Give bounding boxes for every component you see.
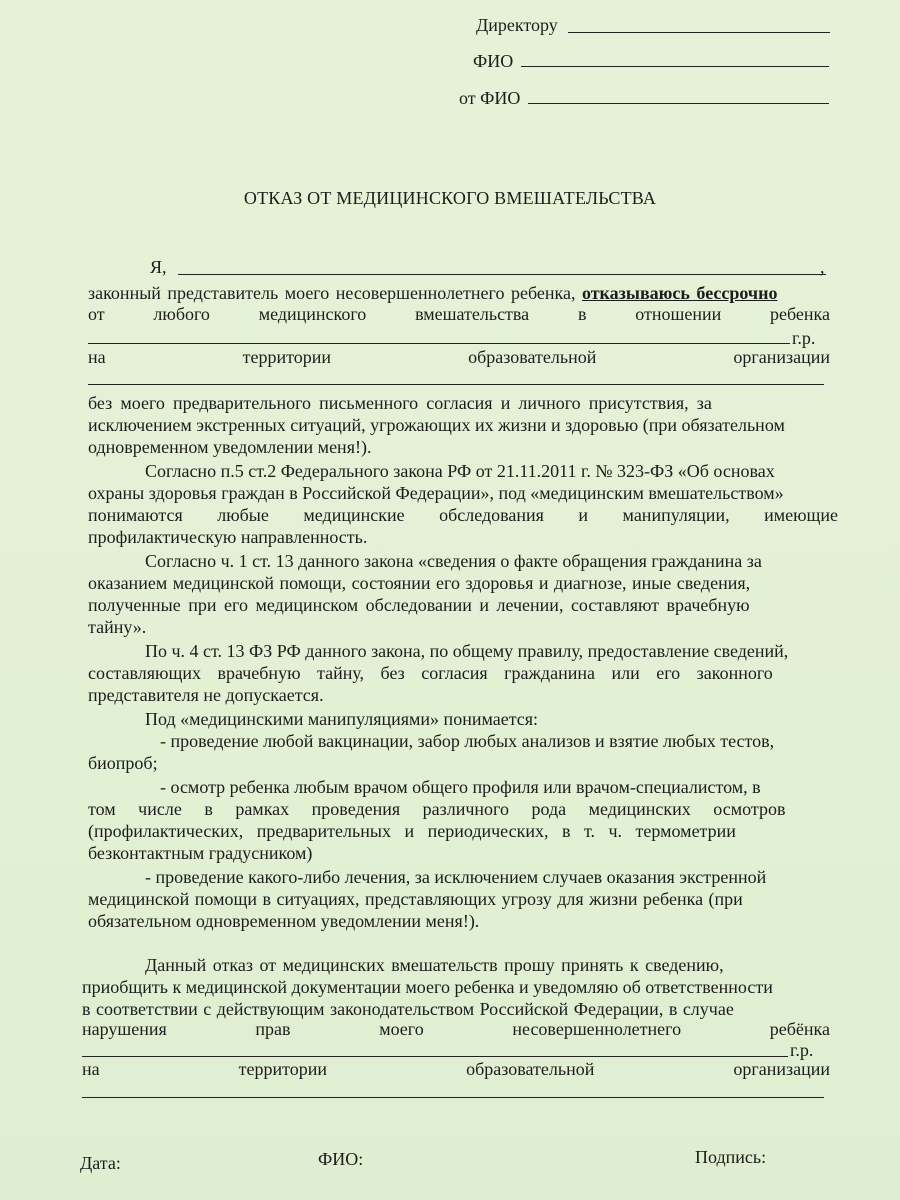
- word: в: [577, 304, 587, 324]
- p5-child-name-line: [82, 1056, 788, 1057]
- p5-line-3: в соответствии с действующим законодательством Российской Федерации, в случае: [82, 999, 734, 1019]
- p4-line-2: - проведение любой вакцинации, забор любых анализов и взятие любых тестов,: [160, 731, 775, 751]
- footer-fio-label: ФИО:: [318, 1149, 364, 1169]
- word: медицинского: [258, 304, 367, 324]
- birth-year-label: г.р.: [792, 328, 816, 348]
- from-fio-line: [528, 103, 829, 104]
- word: нарушения: [82, 1019, 167, 1039]
- p5-line-6: [82, 1058, 830, 1080]
- p5-line-2: приобщить к медицинской документации моего ребенка и уведомляю об ответственности: [82, 977, 773, 997]
- organization-line: [88, 384, 824, 385]
- p4-line-4: - осмотр ребенка любым врачом общего профиля или врачом-специалистом, в: [160, 777, 761, 797]
- word: ребёнка: [769, 1019, 830, 1039]
- p4-line-3: биопроб;: [88, 753, 158, 773]
- p4-line-1: Под «медицинскими манипуляциями» понимается:: [145, 709, 539, 729]
- word: территории: [242, 347, 332, 367]
- child-name-line: [88, 343, 790, 344]
- p2-line-1: Согласно ч. 1 ст. 13 данного закона «сведения о факте обращения гражданина за: [145, 551, 762, 571]
- word: моего: [379, 1019, 424, 1039]
- fio-line: [521, 66, 829, 67]
- p4-line-8: - проведение какого-либо лечения, за исключением случаев оказания экстренной: [145, 867, 767, 887]
- word: образовательной: [468, 347, 597, 367]
- p1-line-2: охраны здоровья граждан в Российской Федерации», под «медицинским вмешательством»: [88, 483, 784, 503]
- p4-line-9: медицинской помощи в ситуациях, представляющих угрозу для жизни ребенка (при: [88, 889, 743, 909]
- intro-line-7: без моего предварительного письменного согласия и личного присутствия, за: [88, 393, 712, 413]
- p4-line-6: (профилактических, предварительных и периодических, в т. ч. термометрии: [88, 821, 736, 841]
- p2-line-2: оказанием медицинской помощи, состоянии его здоровья и диагнозе, иные сведения,: [88, 573, 751, 593]
- word: организации: [733, 1059, 830, 1079]
- p3-line-3: представителя не допускается.: [88, 685, 324, 705]
- p5-birth-year-label: г.р.: [790, 1040, 814, 1060]
- word: несовершеннолетнего: [512, 1019, 682, 1039]
- p1-line-4: профилактическую направленность.: [88, 527, 368, 547]
- word: вмешательства: [415, 304, 530, 324]
- p1-line-1: Согласно п.5 ст.2 Федерального закона РФ от 21.11.2011 г. № 323-ФЗ «Об основах: [145, 461, 775, 481]
- p1-line-3: понимаются любые медицинские обследования и манипуляции, имеющие: [88, 505, 839, 525]
- intro-line-2-text: законный представитель моего несовершеннолетнего ребенка,: [88, 283, 576, 303]
- word: отношении: [635, 304, 722, 324]
- intro-line-5: [88, 346, 830, 368]
- comma: ,: [820, 257, 825, 277]
- director-label: Директору: [476, 15, 558, 35]
- p2-line-3: полученные при его медицинском обследовании и лечении, составляют врачебную: [88, 595, 750, 615]
- p4-line-10: обязательном одновременном уведомлении меня!).: [88, 911, 480, 931]
- parent-name-line: [178, 274, 826, 275]
- document-title: ОТКАЗ ОТ МЕДИЦИНСКОГО ВМЕШАТЕЛЬСТВА: [243, 188, 657, 208]
- p2-line-4: тайну».: [88, 617, 147, 637]
- signature-label: Подпись:: [695, 1147, 767, 1167]
- intro-line-9: одновременном уведомлении меня!).: [88, 437, 372, 457]
- word: любого: [153, 304, 210, 324]
- intro-line-2: [88, 282, 777, 304]
- p5-line-4: [82, 1018, 830, 1040]
- fio-label: ФИО: [473, 51, 514, 71]
- refusal-emphasis: отказываюсь бессрочно: [581, 283, 778, 303]
- from-fio-label: от ФИО: [459, 88, 521, 108]
- word: на: [88, 347, 106, 367]
- intro-line-8: исключением экстренных ситуаций, угрожающих их жизни и здоровью (при обязательном: [88, 415, 785, 435]
- p3-line-1: По ч. 4 ст. 13 ФЗ РФ данного закона, по общему правилу, предоставление сведений,: [145, 641, 789, 661]
- p5-line-1: Данный отказ от медицинских вмешательств прошу принять к сведению,: [145, 955, 724, 975]
- p3-line-2: составляющих врачебную тайну, без согласия гражданина или его законного: [88, 663, 773, 683]
- word: от: [88, 304, 105, 324]
- word: территории: [238, 1059, 328, 1079]
- ya-label: Я,: [150, 257, 167, 277]
- word: прав: [255, 1019, 291, 1039]
- date-label: Дата:: [80, 1153, 121, 1173]
- p4-line-5: том числе в рамках проведения различного рода медицинских осмотров: [88, 799, 786, 819]
- word: образовательной: [466, 1059, 595, 1079]
- word: организации: [733, 347, 830, 367]
- director-line: [568, 32, 830, 33]
- word: ребенка: [769, 304, 830, 324]
- p4-line-7: безконтактным градусником): [88, 843, 313, 863]
- intro-line-3: [88, 303, 830, 325]
- p5-organization-line: [82, 1097, 824, 1098]
- word: на: [82, 1059, 100, 1079]
